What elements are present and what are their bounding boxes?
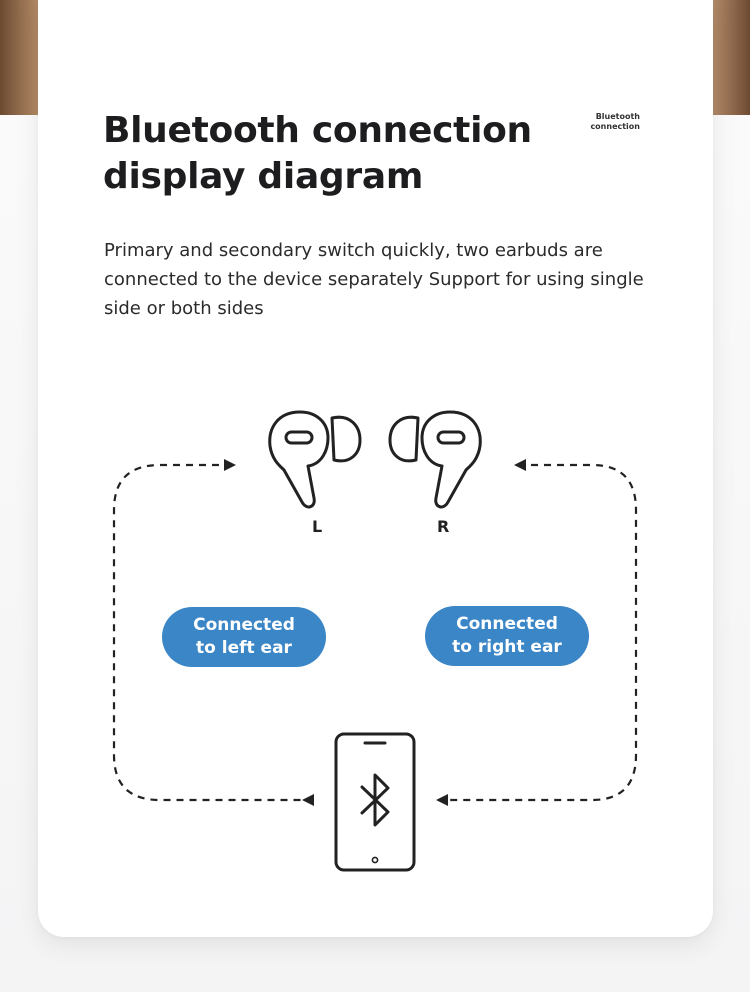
description-text: Primary and secondary switch quickly, two earbuds are connected to the device separately Support for using single side or both sides [104, 240, 644, 319]
left-ear-label: L [312, 517, 323, 536]
left-top-arrow-icon [224, 459, 236, 471]
connected-right-badge [425, 606, 589, 666]
corner-tag: Bluetooth connection [590, 112, 640, 131]
left-bottom-arrow-icon [302, 794, 314, 806]
right-earbud-icon [390, 412, 480, 507]
connected-left-line2: to left ear [196, 638, 292, 658]
connected-left-line1: Connected [193, 615, 295, 635]
page-title: Bluetooth connection display diagram [103, 110, 532, 197]
connected-right-line1: Connected [456, 614, 558, 634]
connected-right-line2: to right ear [452, 637, 562, 657]
connected-left-badge [162, 607, 326, 667]
right-bottom-arrow-icon [436, 794, 448, 806]
left-earbud-icon [270, 412, 360, 507]
right-ear-label: R [437, 517, 450, 536]
right-top-arrow-icon [514, 459, 526, 471]
